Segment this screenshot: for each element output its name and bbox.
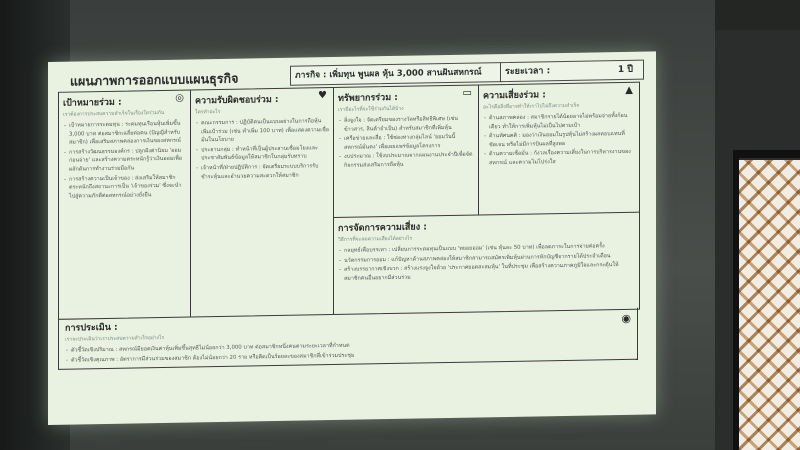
responsibility-list: [195, 117, 329, 181]
risk-management-subtitle: วิธีการที่จะลดความเสี่ยงได้อย่างไร: [338, 235, 413, 243]
list-item: - ตัวชี้วัดเชิงคุณภาพ : อัตราการมีส่วนร่วมของสมาชิก ต้องไม่น้อยกว่า 20 ราย หรือคิดเป็นร้อยละของสมาชิกที่เข้าร่วมประชุม: [71, 346, 631, 364]
list-item: - งบประมาณ : ใช้งบประมาณจากแผนงานประจำปีเพื่อจัดกิจกรรมส่งเสริมการถือหุ้น: [344, 151, 474, 170]
projected-slide: [48, 51, 656, 425]
risk-management-panel: [334, 213, 639, 314]
target-icon: ◎: [175, 92, 184, 104]
resources-list: [338, 115, 474, 171]
risks-subtitle: อะไรคือสิ่งที่อาจทำให้เราไปไม่ถึงความสำเร็จ: [483, 102, 580, 111]
resources-heading: ทรัพยากรร่วม : ▭: [338, 87, 472, 104]
business-box: ภารกิจ : เพิ่มทุน พูนผล หุ้น 3,000 สานฝันสหกรณ์: [290, 62, 502, 86]
background-window: [715, 0, 800, 450]
heart-icon: ♥: [318, 90, 327, 102]
eye-icon: ◉: [621, 311, 631, 325]
list-item: - เครือข่ายและสื่อ : ใช้ช่องทางกลุ่มไลน์ 'ออมวันนี้ สหกรณ์มั่นคง' เพื่อเผยแพร่ข้อมูลโครงการ: [344, 133, 474, 152]
list-item: - ตัวชี้วัดเชิงปริมาณ : สหกรณ์มียอดเงินค่าหุ้นเพิ่มขึ้นสุทธิไม่น้อยกว่า 3,000 บาท ต่อสมาชิกหนึ่งคนตามระยะเวลาที่กำหนด: [71, 337, 631, 355]
resources-subtitle: เรามีอะไรที่จะใช้ร่วมกันได้บ้าง: [338, 105, 404, 113]
risk-management-list: [338, 242, 635, 284]
risks-list: [483, 112, 635, 168]
list-item: - ด้านทัศนคติ : มองว่าเงินออมในรูปหุ้นไม่สร้างผลตอบแทนที่ชัดเจน หรือไม่มีการปันผลที่สูงพอ: [489, 130, 635, 150]
window-top: [715, 0, 800, 30]
battery-icon: ▭: [462, 87, 472, 99]
risks-panel: [479, 83, 639, 216]
list-item: - ด้านความเชื่อมั่น : กังวลเรื่องความเสี่ยงในการบริหารงานของสหกรณ์ และความไม่โปร่งใส: [489, 148, 635, 168]
list-item: - นวัตกรรมการออม : แก้ปัญหาด้านสภาพคล่องให้สมาชิกสามารถสมัครเพิ่มหุ้นผ่านการหักบัญชีจากรายได้ประจำเดือน: [344, 251, 635, 265]
list-item: - สร้างบรรยากาศเชิงบวก : สร้างแรงจูงใจด้วย 'ประกาศยอดสะสมหุ้น' ในที่ประชุม เพื่อสร้างความภาคภูมิใจและกระตุ้นให้สมาชิกคนอื่นอยากมีส่วนร่วม: [344, 261, 635, 283]
list-item: - คณะกรรมการ : ปฏิบัติตนเป็นแบบอย่างในการถือหุ้นเพิ่มเป้าร่วม (เช่น ทำเพิ่ม 100 บาท) เพื่อแสดงความเชื่อมั่นในนโยบาย: [201, 117, 329, 145]
goals-heading: เป้าหมายร่วม : ◎: [63, 92, 184, 109]
canvas-grid: [58, 82, 640, 320]
list-item: - สิ่งจูงใจ : จัดเตรียมของรางวัลหรือสิทธิพิเศษ (เช่น ข้าวสาร, สินค้าจำเป็น) สำหรับสมาชิกที่เพิ่มหุ้น: [344, 115, 474, 134]
warning-icon: ▲: [625, 84, 633, 96]
evaluation-subtitle: เราจะประเมินว่าเราประสบความสำเร็จอย่างไร: [65, 334, 165, 343]
evaluation-panel: [58, 308, 638, 370]
list-item: - ด้านสภาพคล่อง : สมาชิกรายได้น้อยอาจไม่พร้อมจ่ายทั้งก้อนเดียว ทำให้การเพิ่มหุ้นไม่เป็นไปตามเป้า: [489, 112, 635, 132]
risk-management-heading: การจัดการความเสี่ยง :: [338, 222, 427, 234]
responsibility-subtitle: ใครทำอะไร: [195, 108, 221, 116]
goals-panel: [59, 91, 191, 319]
evaluation-heading: การประเมิน :: [65, 322, 118, 334]
duration-value: 1 ปี: [617, 64, 633, 76]
responsibility-panel: [191, 88, 334, 316]
window-frame: [733, 150, 739, 450]
list-item: - กลยุทธ์เพื่อบรรเทา : เปลี่ยนการระดมทุนเป็นแบบ 'ทยอยออม' (เช่น หุ้นละ 50 บาท) เพื่อลดภาระในการจ่ายต่อครั้ง: [344, 242, 635, 256]
window-frame-top: [733, 150, 800, 158]
list-item: - เจ้าหน้าที่/ฝ่ายปฏิบัติการ : จัดเตรียมระบบบริการรับชำระหุ้นและอำนวยความสะดวกให้สมาชิก: [201, 162, 329, 181]
resources-panel: [334, 85, 479, 218]
risks-heading: ความเสี่ยงร่วม : ▲: [483, 84, 633, 102]
duration-box: [500, 60, 644, 83]
list-item: - เป้าหมายการระดมทุน : ระดมทุนเรือนหุ้นเพิ่มขึ้น 3,000 บาท ต่อสมาชิกเฉลี่ยต่อคน (ปัญญีสำหรับสมาชิก) เพื่อเสริมสภาพคล่องการเงินของสหกรณ์: [69, 120, 186, 148]
list-item: - การสร้างความเป็นเจ้าของ : ส่งเสริมให้สมาชิกตระหนักถึงสถานะการเป็น 'เจ้าของร่วม' ซึ่งจะนำไปสู่ความภักดีต่อสหกรณ์อย่างยั่งยืน: [69, 173, 186, 201]
list-item: - การสร้างวัฒนธรรมองค์กร : ปลูกฝังค่านิยม 'ออมก่อนจ่าย' และสร้างความตระหนักรู้ว่าเงินออมเพื่อผลักดันการทำงานร่วมมือกัน: [69, 146, 186, 174]
window-grille: [737, 160, 800, 450]
goals-list: [63, 120, 186, 201]
goals-subtitle: เราต้องการประสบความสำเร็จในเรื่องใดร่วมกัน: [63, 109, 165, 118]
list-item: - ประธานกลุ่ม : ทำหน้าที่เป็นผู้ประสานเชื่อมโยงและประชาสัมพันธ์ข้อมูลให้สมาชิกในกลุ่มรับทราบ: [201, 144, 329, 163]
slide-title: แผนภาพการออกแบบแผนธุรกิจ: [70, 70, 239, 89]
duration-label: ระยะเวลา :: [505, 66, 551, 78]
responsibility-heading: ความรับผิดชอบร่วม : ♥: [195, 90, 327, 107]
